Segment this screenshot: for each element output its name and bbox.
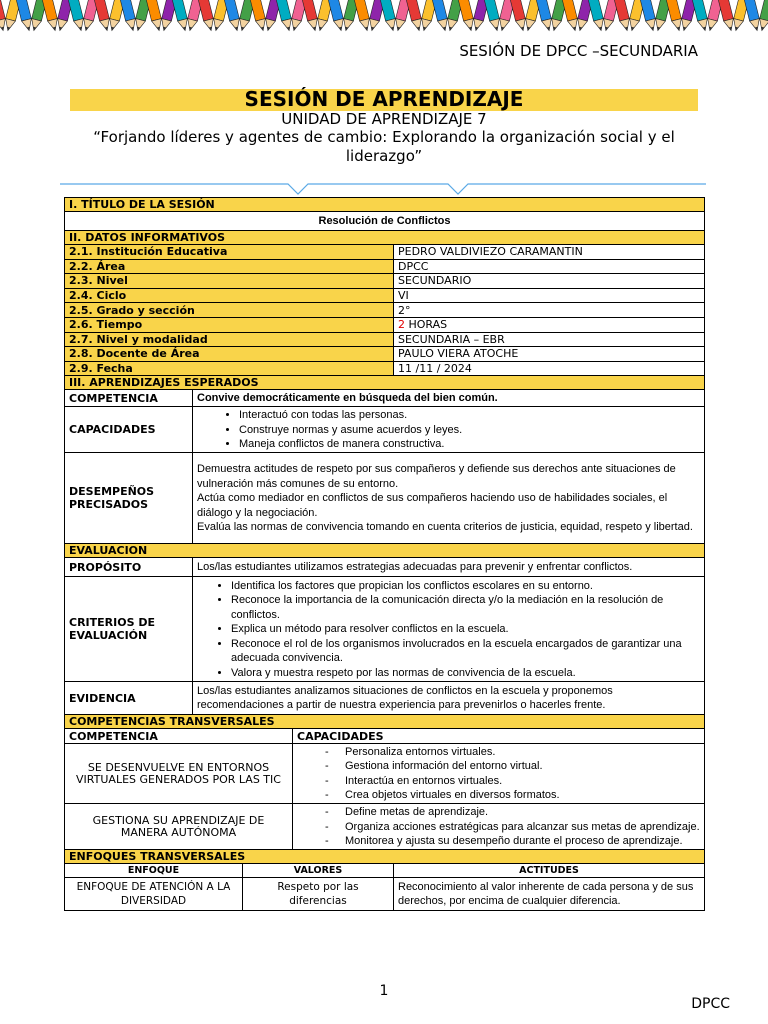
table-row: 2.5. Grado y sección 2° [65,303,705,318]
table-row: 2.3. Nivel SECUNDARIO [65,274,705,289]
proposito-row: PROPÓSITO Los/las estudiantes utilizamos estrategias adecuadas para prevenir y enfrentar conflictos. [65,558,705,577]
table-row: 2.2. Área DPCC [65,259,705,274]
table-row: SE DESENVUELVE EN ENTORNOS VIRTUALES GENERADOS POR LAS TIC - Personaliza entornos virtuales. - Gestiona información del entorno virtual. - Interactúa en entornos virtuales. - Crea objetos virtuales en diversos formatos. [65,744,705,804]
pencil-border-decoration [0,0,768,34]
session-table [64,197,705,911]
page-title: SESIÓN DE APRENDIZAJE [244,87,524,111]
capacidades-list: • Interactuó con todas las personas. • Construye normas y asume acuerdos y leyes. • Maneja conflictos de manera constructiva. [197,408,700,452]
session-title: Resolución de Conflictos [65,212,705,231]
table-row: 2.4. Ciclo VI [65,288,705,303]
competencia-row: COMPETENCIA Convive democráticamente en búsqueda del bien común. [65,390,705,407]
capacidades-tic-list: - Personaliza entornos virtuales. - Gestiona información del entorno virtual. - Interactúa en entornos virtuales. - Crea objetos virtuales en diversos formatos. [297,745,700,803]
table-row: 2.1. Institución Educativa PEDRO VALDIVIEZO CARAMANTIN [65,245,705,260]
divider-ornament [58,178,710,198]
section-transversales: COMPETENCIAS TRANSVERSALES [65,715,705,729]
section-enfoques: ENFOQUES TRANSVERSALES [65,850,705,864]
page-number: 1 [379,983,389,999]
desempenos-row: DESEMPEÑOS PRECISADOS Demuestra actitudes de respeto por sus compañeros y defiende sus derechos ante situaciones de vulneración más comunes de su entorno. Actúa como mediador en conflictos de sus compañeros haciendo uso de habilidades sociales, el diálogo y la negociación. Evalúa las normas de convivencia tomando en cuenta criterios de justicia, equidad, respeto y libertad. [65,453,705,544]
time-number: 2 [398,318,405,332]
section-aprendizajes: III. APRENDIZAJES ESPERADOS [65,376,705,390]
unit-title: UNIDAD DE APRENDIZAJE 7 [281,110,487,128]
section-evaluacion: EVALUACION [65,544,705,558]
table-row: 2.9. Fecha 11 /11 / 2024 [65,361,705,376]
enfoques-header: ENFOQUE VALORES ACTITUDES [65,864,705,878]
criterios-list: • Identifica los factores que propician los conflictos escolares en su entorno. • Reconoce la importancia de la comunicación directa y/o la mediación en la resolución de conflictos. • Explica un método para resolver conflictos en la escuela. • Reconoce el rol de los organismos involucrados en la escuela encargados de garantizar una adecuada convivencia. • Valora y muestra respeto por las normas de convivencia de la escuela. [197,579,700,681]
table-row: 2.8. Docente de Área PAULO VIERA ATOCHE [65,347,705,362]
table-row: ENFOQUE DE ATENCIÓN A LA DIVERSIDAD Respeto por las diferencias Reconocimiento al valor inherente de cada persona y de sus derechos, por encima de cualquier diferencia. [65,878,705,911]
evidencia-row: EVIDENCIA Los/las estudiantes analizamos situaciones de conflictos en la escuela y proponemos recomendaciones a partir de nuestra experiencia para prevenirlos o hacerles frente. [65,682,705,715]
capacidades-row: CAPACIDADES • Interactuó con todas las personas. • Construye normas y asume acuerdos y leyes. • Maneja conflictos de manera constructiva. [65,407,705,453]
criterios-row: CRITERIOS DE EVALUACIÓN • Identifica los factores que propician los conflictos escolares en su entorno. • Reconoce la importancia de la comunicación directa y/o la mediación en la resolución de conflictos. • Explica un método para resolver conflictos en la escuela. • Reconoce el rol de los organismos involucrados en la escuela encargados de garantizar una adecuada convivencia. • Valora y muestra respeto por las normas de convivencia de la escuela. [65,577,705,682]
table-row: 2.6. Tiempo 2 HORAS [65,317,705,332]
capacidades-autonoma-list: - Define metas de aprendizaje. - Organiza acciones estratégicas para alcanzar sus metas de aprendizaje. - Monitorea y ajusta su desempeño durante el proceso de aprendizaje. [297,805,700,849]
table-row: GESTIONA SU APRENDIZAJE DE MANERA AUTÓNOMA - Define metas de aprendizaje. - Organiza acciones estratégicas para alcanzar sus metas de aprendizaje. - Monitorea y ajusta su desempeño durante el proceso de aprendizaje. [65,804,705,850]
footer-label: DPCC [691,996,730,1012]
header-subtitle: SESIÓN DE DPCC –SECUNDARIA [459,42,698,60]
unit-quote: “Forjando líderes y agentes de cambio: Explorando la organización social y el liderazgo” [93,128,675,165]
section-titulo: I. TÍTULO DE LA SESIÓN [65,198,705,212]
section-datos: II. DATOS INFORMATIVOS [65,231,705,245]
transversales-header: COMPETENCIA CAPACIDADES [65,729,705,744]
table-row: 2.7. Nivel y modalidad SECUNDARIA – EBR [65,332,705,347]
